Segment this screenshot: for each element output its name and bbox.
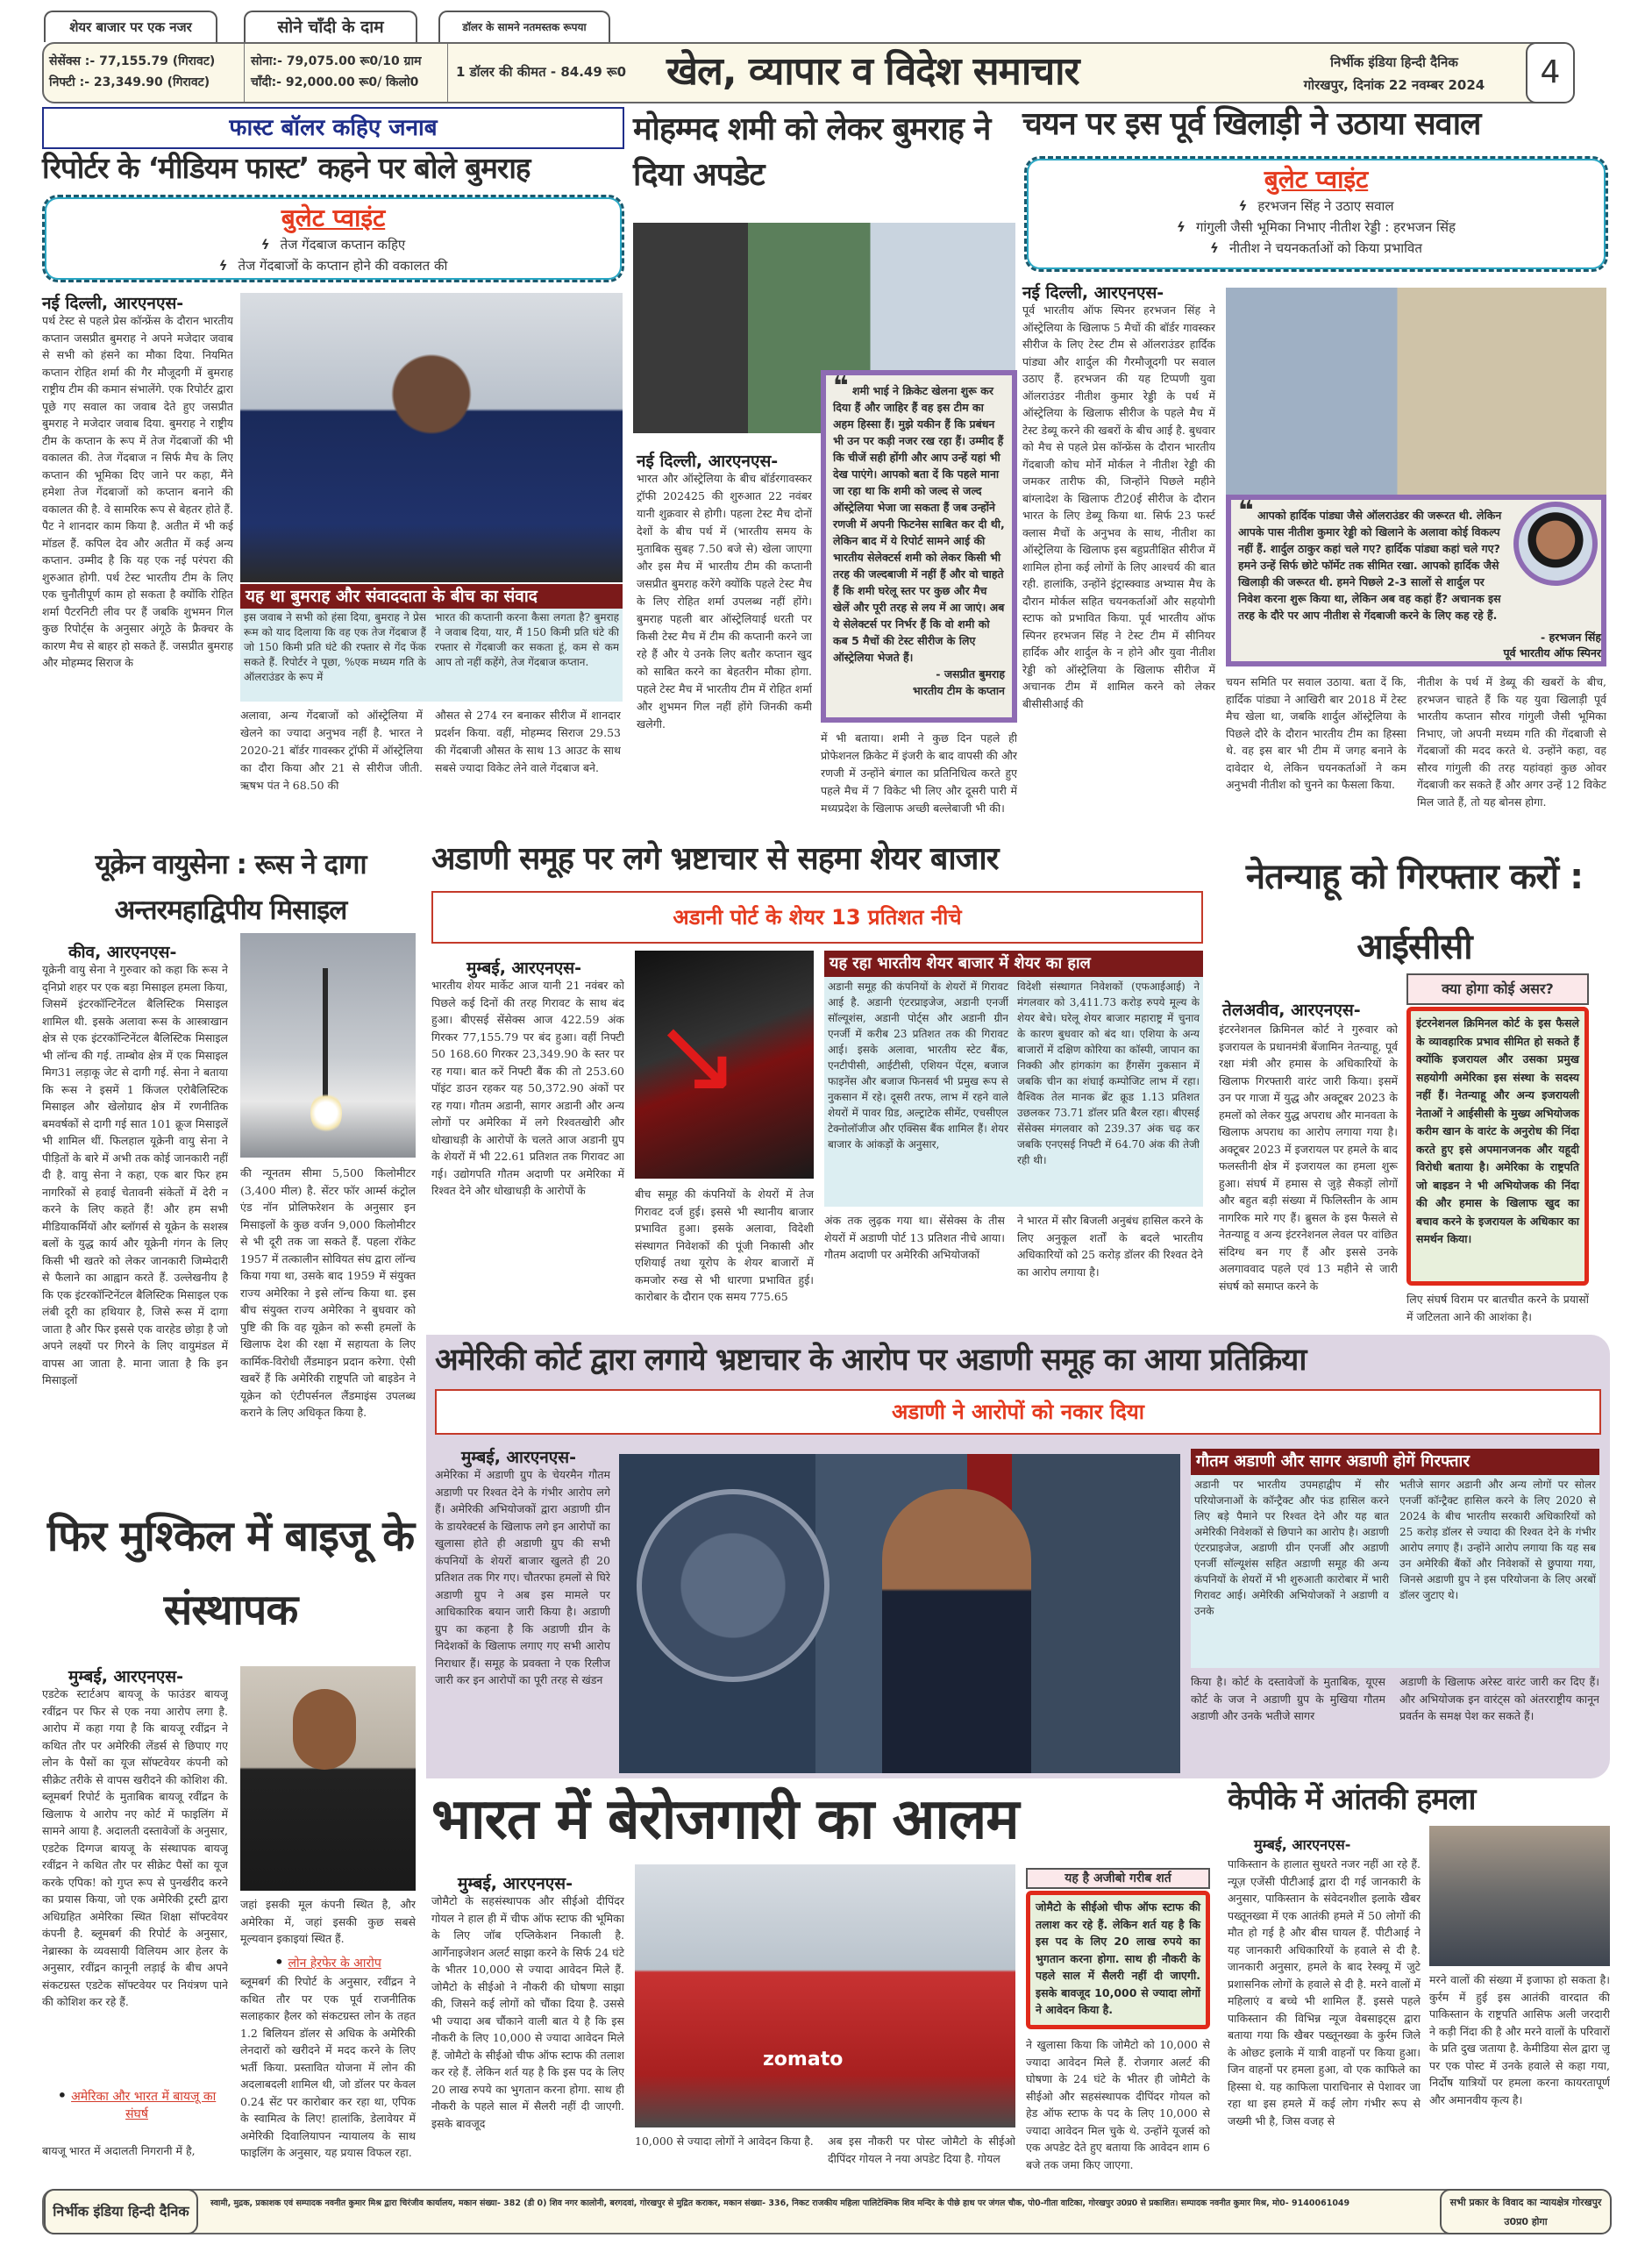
sidebar-title: क्या होगा कोई असर? [1406,973,1589,1005]
dateline: तेलअवीव, आरएनएस- [1222,1001,1361,1020]
headline: फिर मुश्किल में बाइजू के संस्थापक [46,1512,415,1635]
paper-info [1263,51,1526,96]
lightning-icon: ϟ [1210,240,1219,256]
story-adani-court [426,1335,1610,1778]
quote-author-role: भारतीय टीम के कप्तान [912,684,1005,697]
bullet-title: बुलेट प्वाइंट [281,203,386,232]
article-body: जोमैटो के सहसंस्थापक और सीईओ दीपिंदर गोयल ने हाल ही में चीफ ऑफ स्टाफ की भूमिका के लिए जॉब एप्लिकेशन निकाली है. आर्गेनाइजेशन अलर्ट साझा करने के सिर्फ 24 घंटे के भीतर 10,000 से ज्यादा आवेदन मिले हैं. जोमैटो के सीईओ ने नौकरी की घोषणा साझा की, जिसने कई लोगों को चौंका दिया है. उससे भी ज्यादा अब चौंकाने वाली बात ये है कि इस नौकरी के लिए 10,000 से ज्यादा आवेदन मिले हैं. जोमैटो के सीईओ चीफ ऑफ स्टाफ की तलाश कर रहे हैं. लेकिन शर्त यह है कि इस पद के लिए 20 लाख रुपये का भुगतान करना होगा. साथ ही नौकरी के पहले साल में सैलरी नहीं दी जाएगी. इसके बावजूद [431,1894,624,2130]
sensex-value: सेसेंक्स :- 77,155.79 (गिरावट) [49,54,216,68]
headline: मोहम्मद शमी को लेकर बुमराह ने दिया अपडेट [633,111,991,193]
icc-impact-box: इंटरनेशनल क्रिमिनल कोर्ट के इस फैसले के व्यावहारिक प्रभाव सीमित हो सकते हैं क्योंकि इजरायल और उसका प्रमुख सहयोगी अमेरिका इस संस्था के सदस्य नहीं हैं। नेतन्याहू और अन्य इजरायली नेताओं ने आईसीसी के मुख्य अभियोजक करीम खान के वारंट के अनुरोध की निंदा करते हुए इसे अपमानजनक और यहूदी विरोधी बताया है। अमेरिका के राष्ट्रपति जो बाइडन ने भी अभियोजक की निंदा की और हमास के खिलाफ खुद का बचाव करने के इजरायल के अधिकार का समर्थन किया। [1406,1007,1589,1286]
attack-scene-photo [1429,1826,1610,1966]
subhead-box: अडाणी ने आरोपों को नकार दिया [435,1389,1601,1435]
silver-price: चाँदी:- 92,000.00 रू0/ किलो0 [251,75,419,89]
article-body-continued: की न्यूनतम सीमा 5,500 किलोमीटर (3,400 मील) है. सेंटर फॉर आर्म्स कंट्रोल एंड नॉन प्रोलिफरेशन के अनुसार इन मिसाइलों के कुछ वर्जन 9,000 किलोमीटर से भी दूरी तक जा सकते हैं. पहला रॉकेट 1957 में तत्कालीन सोवियत संघ द्वारा लॉन्च किया गया था, उसके बाद 1959 में संयुक्त राज्य अमेरिका ने इसे लॉन्च किया था. इस बीच संयुक्त राज्य अमेरिका ने बुधवार को पुष्टि की कि वह यूक्रेन को रूसी हमलों के खिलाफ देश की रक्षा में सहायता के लिए कार्मिक-विरोधी लैंडमाइन प्रदान करेगा. ऐसी खबरें हैं कि अमेरिकी राष्ट्रपति जो बाइडेन ने यूक्रेन को एंटीपर्सनल लैंडमाइंस उपलब्ध कराने के लिए अधिकृत किया है. [240,1166,416,1419]
article-body-continued: में भी बताया। शमी ने कुछ दिन पहले ही प्रोफेशनल क्रिकेट में इंजरी के बाद वापसी की और रणजी में उन्होंने बंगाल का प्रतिनिधित्व करते हुए पहले मैच में 7 विकेट भी लिए और दूसरी पारी में मध्यप्रदेश के खिलाफ अच्छी बल्लेबाजी भी की। [821,731,1017,815]
dateline: मुम्बई, आरएनएस- [458,1874,573,1893]
article-body-continued: ने भारत में सौर बिजली अनुबंध हासिल करने के लिए अनुकूल शर्तों के बदले भारतीय अधिकारियों को 25 करोड़ डॉलर की रिश्वत देने का आरोप लगाया है। [1017,1214,1203,1279]
divider [244,44,245,102]
headline: अमेरिकी कोर्ट द्वारा लगाये भ्रष्टाचार के आरोप पर अडाणी समूह का आया प्रतिक्रिया [435,1343,1307,1378]
footer-paper-name: निर्भीक इंडिया हिन्दी दैनिक [44,2189,198,2234]
bullet-title: बुलेट प्वाइंट [1264,165,1369,194]
article-body-tail: 10,000 से ज्यादा लोगों ने आवेदन किया है. [635,2135,814,2148]
story-ukraine [42,842,419,1473]
article-body: इंटरनेशनल क्रिमिनल कोर्ट ने गुरुवार को इजरायल के प्रधानमंत्री बेंजामिन नेतन्याहू, पूर्व रक्षा मंत्री और हमास के अधिकारियों के खिलाफ गिरफ्तारी वारंट जारी किया। इसमें उन पर गाजा में युद्ध और अक्टूबर 2023 के हमलों को लेकर युद्ध अपराध और मानवता के खिलाफ अपराध का आरोप लगाया गया है। अक्टूबर 2023 में इजरायल पर हमले के बाद फलस्तीनी क्षेत्र में इजरायल का हमला शुरू हुआ। संघर्ष में हमास से जुड़े सैकड़ों लोगों और बहुत बड़ी संख्या में फिलिस्तीन के आम नागरिक मारे गए हैं। ब्रुसल के इस फैसले से नेतन्याहू व अन्य इंटरनेशनल लेवल पर वांछित संदिग्ध बन गए हैं और इससे उनके अलगाववाद पहले एवं 13 महीने से जारी संघर्ष को समाप्त करने के [1219,1023,1398,1293]
headline: अडाणी समूह पर लगे भ्रष्टाचार से सहमा शेयर बाजार [431,841,999,877]
article-body: एडटेक स्टार्टअप बायजू के फाउंडर बायजू रवींद्रन पर फिर से एक नया आरोप लगा है. आरोप में कहा गया है कि बायजू रवींद्रन ने कथित तौर पर अमेरिकी लेंडर्स से छिपाए गए लोन के पैसों का यूज सॉफ्टवेयर कंपनी को सीक्रेट तरीके से वापस खरीदने की कोशिश की. ब्लूमबर्ग रिपोर्ट के मुताबिक बायजू रवींद्रन के खिलाफ ये आरोप नए कोर्ट में फाइलिंग में सामने आया है. अदालती दस्तावेजों के अनुसार, एडटेक दिग्गज बायजू के संस्थापक बायजू रवींद्रन ने कथित तौर पर सीक्रेट पैसों का यूज करके एपिक! को गुप्त रूप से पुनर्खरीद करने का प्रयास किया, जो एक अमेरिकी ट्रस्टी द्वारा अधिग्रहित अमेरिका स्थित शिक्षा सॉफ्टवेयर कंपनी है. ब्लूमबर्ग की रिपोर्ट के अनुसार, नेब्रास्का के व्यवसायी विलियम आर हेलर के अनुसार, रवींद्रन कानूनी लड़ाई के बीच अपने संकटग्रस्त एडटेक सॉफ्टवेयर पर नियंत्रण पाने की कोशिश कर रहे हैं. [42,1687,228,2008]
adani-photo [619,1454,1180,1773]
loan-manipulation-link[interactable]: लोन हेरफेर के आरोप [288,1956,381,1971]
market-status-left: अडानी समूह की कंपनियों के शेयरों में गिरावट आई है. अडानी एंटरप्राइजेज, अडानी एनर्जी सॉल्यूशंस, अडानी पोर्ट्स और अडानी ग्रीन एनर्जी में करीब 23 प्रतिशत तक की गिरावट आई। इसके अलावा, भारतीय स्टेट बैंक, एनटीपीसी, आईटीसी, एशियन पेंट्स, बजाज फाइनेंस और बजाज फिनसर्व भी प्रमुख रूप से नुकसान में रहे। दूसरी तरफ, लाभ में रहने वाले शेयरों में पावर ग्रिड, अल्ट्राटेक सीमेंट, एचसीएल टेक्नोलॉजीज और एक्सिस बैंक शामिल हैं। शेयर बाजार के आंकड़ों के अनुसार, [828,980,1008,1151]
paper-name: निर्भीक इंडिया हिन्दी दैनिक [1330,54,1458,70]
quote-attribution [1435,630,1601,661]
subhead-box: अडानी पोर्ट के शेयर 13 प्रतिशत नीचे [431,891,1203,944]
bumrah-quote-box: ❝ शमी भाई ने क्रिकेट खेलना शुरू कर दिया हैं और जाहिर हैं वह इस टीम का अहम हिस्सा हैं। मुझे यकीन हैं कि प्रबंधन भी उन पर कड़ी नजर रख रहा हैं। उम्मीद हैं कि चीजें सही होंगी और आप उन्हें यहां भी देख पाएंगे। आपको बता दें कि पहले माना जा रहा था कि शमी को जल्द से जल्द ऑस्ट्रेलिया भेजा जा सकता हैं जब उन्होंने रणजी में अपनी फिटनेस साबित कर दी थी, लेकिन बाद में ये रिपोर्ट सामने आई की भारतीय सेलेक्टर्स शमी को लेकर किसी भी तरह की जल्दबाजी में नहीं हैं और वो चाहते हैं कि शमी घरेलू स्तर पर कुछ और मैच खेलें और पूरी तरह से लय में आ जाएं। अब ये सेलेक्टर्स पर निर्भर हैं कि वो शमी को कब 5 मैचों की टेस्ट सीरीज के लिए ऑस्ट्रेलिया भेजते हैं। - जसप्रीत बुमराह भारतीय टीम के कप्तान [821,370,1017,723]
headline: चयन पर इस पूर्व खिलाड़ी ने उठाया सवाल [1022,106,1481,142]
bullet-dot-icon: • [57,2087,67,2104]
conversation-box [240,609,623,702]
article-body-continued: मरने वालों की संख्या में इजाफा हो सकता है। कुर्रम में हुई इस आतंकी वारदात की पाकिस्तान के राष्ट्रपति आसिफ अली जरदारी ने कड़ी निंदा की है और मरने वालों के परिवारों के प्रति दुख जताया है. केमीडिया सेल द्वारा ज़ू पर एक पोस्ट में उनके हवाले से कहा गया, निर्दोष यात्रियों पर हमला करना कायरतापूर्ण और अमानवीय कृत्य है। [1429,1973,1610,2106]
article-body: पर्थ टेस्ट से पहले प्रेस कॉन्फ्रेंस के दौरान भारतीय कप्तान जसप्रीत बुमराह ने अपने मजेदार जवाब से सभी को हंसने का मौका दिया. नियमित कप्तान रोहित शर्मा की गैर मौजूदगी में बुमराह राष्ट्रीय टीम की कमान संभालेंगे. एक रिपोर्टर द्वारा पूछे गए सवाल का जवाब देते हुए जसप्रीत बुमराह ने मजेदार जवाब दिया. बुमराह ने राष्ट्रीय टीम के कप्तान के रूप में तेज गेंदबाजों की भी वकालत की. तेज गेंदबाज न सिर्फ मैच के लिए कप्तान की भूमिका दिए जाने पर कहा, मैंने हमेशा तेज गेंदबाजों को कप्तान बनाने की वकालत की है. वे सामरिक रूप से बेहतर होते हैं. पैट ने शानदार काम किया है. अतीत में भी कई मॉडल हैं. कपिल देव और अतीत में कई अन्य कप्तान. उम्मीद है कि यह एक नई परंपरा की शुरुआत होगी. पर्थ टेस्ट भारतीय टीम के लिए एक चुनौतीपूर्ण काम हो सकता है क्योंकि रोहित शर्मा पैटरनिटी लीव पर हैं जबकि शुभमन गिल कुछ रिपोर्ट्स के अनुसार अंगूठे के फ्रैक्चर के कारण मैच से बाहर हो सकते हैं. जसप्रीत बुमराह और मोहम्मद सिराज के [42,314,233,669]
zomato-delivery-photo [635,1864,1015,2127]
bullet-dot-icon: • [274,1954,284,1971]
headline: रिपोर्टर के ‘मीडियम फास्ट’ कहने पर बोले बुमराह [42,151,530,185]
article-body-continued: लिए संघर्ष विराम पर बातचीत करने के प्रयासों में जटिलता आने की आशंका है। [1406,1293,1589,1323]
missile-photo [240,933,416,1158]
ticker-bar [42,42,1573,103]
article-body: पाकिस्तान के हालात सुधरते नजर नहीं आ रहे हैं. न्यूज़ एजेंसी पीटीआई द्वारा दी गई जानकारी के अनुसार, पाकिस्तान के संवेदनशील इलाके खैबर पख्तूनख्वा में एक आतंकी हमले में 50 लोगों की मौत हो गई है और बीस घायल हैं. पीटीआई ने यह जानकारी अधिकारियों के हवाले से दी है. जानकारी अनुसार, हमले के बाद रेस्क्यू में जुटे प्रशासनिक लोगों के हवाले से दी है. मरने वालों में महिलाएं व बच्चे भी शामिल हैं. इससे पहले पाकिस्तान की विभिन्न न्यूज वेबसाइट्स द्वारा बताया गया कि खैबर पख्तूनख्वा के कुर्रम जिले के ओछट इलाके में यात्री वाहनों पर किया हुआ। जिन वाहनों पर हमला हुआ, वो एक काफिले का हिस्सा थे. यह काफिला पाराचिनार से पेशावर जा रहा था इस हमले में कई लोग गंभीर रूप से जख्मी भी है, जिस वजह से [1228,1857,1421,2127]
story-harbhajan [1022,107,1610,835]
story-bumrah [42,107,630,835]
conversation-bar: यह था बुमराह और संवाददाता के बीच का संवाद [240,584,623,609]
nifty-value: निफ्टी :- 23,349.90 (गिरावट) [49,75,210,89]
missile-shape [323,968,328,1100]
metal-prices [251,51,444,93]
bullet-item: ϟ तेज गेंदबाजों के कप्तान होने की वकालत की [218,258,448,274]
conversation-right: भारत की कप्तानी करना कैसा लगता है? बुमराह ने जवाब दिया, यार, मैं 150 किमी प्रति घंटे की रफ्तार से गेंदबाजी कर सकता हूं, कम से कम आप तो नहीं कहेंगे, तेज गेंदबाज कप्तान. [435,611,619,668]
article-body-continued: नीतीश के पर्थ में डेब्यू की खबरों के बीच, हरभजन चाहते हैं कि यह युवा खिलाड़ी पूर्व भारतीय कप्तान सौरव गांगुली जैसी भूमिका निभाए, जो अपनी मध्यम गति की गेंदबाजी से गेंदबाजों की मदद करते थे. उन्होंने कहा, वह सौरव गांगुली की तरह यहांवहां कुछ ओवर गेंदबाजी कर सकते हैं और अगर उन्हें 12 विकेट मिल जाते हैं, तो यह बोनस होगा. [1417,675,1606,809]
market-status-bar: यह रहा भारतीय शेयर बाजार में शेयर का हाल [824,951,1203,977]
article-body-continued: जहां इसकी मूल कंपनी स्थित है, और अमेरिका में, जहां इसकी कुछ सबसे मूल्यवान इकाइयां स्थित हैं. [240,1898,416,1945]
face [293,1689,356,1770]
lightning-icon: ϟ [218,258,228,274]
arrest-box [1191,1475,1599,1668]
headline: केपीके में आंतकी हमला [1228,1782,1476,1817]
us-india-link-item[interactable] [46,2087,228,2122]
bullet-points-box [42,195,624,282]
story-byju [42,1491,419,2175]
story-unemployment [431,1780,1221,2175]
dateline: नई दिल्ली, आरएनएस- [1022,283,1164,303]
article-body: अमेरिका में अडाणी ग्रुप के चेयरमैन गौतम अडाणी पर रिश्वत देने के गंभीर आरोप लगे हैं। अमेरिकी अभियोजकों द्वारा अडाणी ग्रीन के डायरेक्टर्स के खिलाफ लगे इन आरोपों का खुलासा होते ही अडाणी ग्रुप की सभी कंपनियों के शेयरों बाजार खुलते ही 20 प्रतिशत तक गिर गए। चौतरफा हमलों से घिरे अडाणी ग्रुप ने अब इस मामले पर आधिकारिक बयान जारी किया है। अडाणी ग्रुप का कहना है कि अडाणी ग्रीन के निदेशकों के खिलाफ लगाए गए सभी आरोप निराधार हैं। समूह के प्रवक्ता ने एक रिलीज जारी कर इन आरोपों का पूरी तरह से खंडन [435,1468,610,1686]
story-shami [633,107,1019,835]
article-body: भारतीय शेयर मार्केट आज यानी 21 नवंबर को पिछले कई दिनों की तरह गिरावट के साथ बंद हुआ। बीएसई सेंसेक्स आज 422.59 अंक गिरकर 77,155.79 पर बंद हुआ। वहीं निफ्टी 50 168.60 गिरकर 23,349.90 के स्तर पर रह गया। बात करें निफ्टी बैंक की तो 253.60 पॉइंट डाउन रहकर यह 50,372.90 अंकों पर रह गया। गौतम अडानी, सागर अडानी और अन्य लोगों पर अमेरिका में लगे रिश्वतखोरी और धोखाधड़ी के आरोपों के चलते आज अडानी ग्रुप के शेयरों में भी 22.61 प्रतिशत तक गिरावट आ गई। उद्योगपति गौतम अदाणी पर अमेरिका में रिश्वत देने और धोखाधड़ी के आरोपों के [431,979,624,1197]
quote-icon: ❝ [833,371,849,402]
lightning-icon: ϟ [1177,219,1186,235]
quote-icon: ❝ [1238,495,1254,526]
harbhajan-avatar [1513,502,1598,586]
dateline: नई दिल्ली, आरएनएस- [637,452,779,471]
article-body: यूक्रेनी वायु सेना ने गुरुवार को कहा कि रूस ने द्निप्रो शहर पर एक बड़ा मिसाइल हमला किया, जिसमें इंटरकॉन्टिनेंटल बैलिस्टिक मिसाइल शामिल थी. इसके अलावा रूस के आस्त्राखान क्षेत्र से एक इंटरकॉन्टिनेंटल बैलिस्टिक मिसाइल भी लॉन्च की गई. ताम्बोव क्षेत्र में एक मिसाइल मिग31 लड़ाकू जेट से दागी गई. सेना ने बताया कि रूस ने इसमें 1 किंजल एरोबैलिस्टिक मिसाइल और खेलोग्राद क्षेत्र में रणनीतिक बमवर्षकों से दागी गई सात 101 क्रूज मिसाइलें भी शामिल थीं. फिलहाल यूक्रेनी वायु सेना ने पीड़ितों के बारे में अभी तक कोई जानकारी नहीं दी है. वायु सेना ने कहा, एक बार फिर हम नागरिकों से हवाई चेतावनी संकेतों में देरी न करने के लिए कहते हैं! और हम सभी मीडियाकर्मियों और ब्लॉगर्स से यूक्रेन के सशस्त्र बलों के युद्ध कार्य और यूक्रेनी गंगन के लिए किसी भी खतरे को लेकर जानकारी जिम्मेदारी से फैलाने का आह्वान करते हैं. उल्लेखनीय है कि एक इंटरकॉन्टिनेंटल बैलिस्टिक मिसाइल एक लंबी दूरी का हथियार है, जिसे रूस में दागा जाता है और फिर इससे एक वारहेड छोड़ा है जो अपने लक्ष्यों पर गिरने के लिए वायुमंडल में वापस आ जाता है. माना जाता है कि इन मिसाइलों [42,963,228,1386]
article-body-continued: अंक तक लुढ़क गया था। सेंसेक्स के तीस शेयरों में अडाणी पोर्ट 13 प्रतिशत नीचे आया। गौतम अदाणी पर अमेरिकी अभियोजकों [824,1214,1005,1261]
harbhajan-photo [1226,288,1606,495]
tab-gold-silver: सोने चाँदी के दाम [244,11,417,42]
bullet-points-box [1024,156,1608,272]
dateline: नई दिल्ली, आरएनएस- [42,294,184,313]
headline: भारत में बेरोजगारी का आलम [431,1786,1019,1852]
dateline: मुम्बई, आरएनएस- [461,1448,577,1467]
kicker-box: फास्ट बॉलर कहिए जनाब [42,107,624,149]
market-status-box [824,977,1203,1207]
article-body-continued: औसत से 274 रन बनाकर सीरीज में शानदार प्रदर्शन किया. वहीं, मोहम्मद सिराज 29.53 की गेंदबाजी औसत के साथ 13 आउट के साथ सबसे ज्यादा विकेट लेने वाले गेंदबाज बने. [435,709,621,774]
fbi-seal [637,1489,830,1682]
bullet-item: ϟ गांगुली जैसी भूमिका निभाए नीतीश रेड्डी : हरभजन सिंह [1177,219,1456,235]
dollar-rate: 1 डॉलर की कीमत - 84.49 रू0 [456,64,627,80]
arrest-right: भतीजे सागर अडानी और अन्य लोगों पर सोलर एनर्जी कॉन्ट्रैक्ट हासिल करने के लिए 2020 से 2024 के बीच भारतीय सरकारी अधिकारियों को 25 करोड़ डॉलर से ज्यादा की रिश्वत देने के गंभीर आरोप लगाए हैं। उन्होंने आरोप लगाया कि यह सब उन अमेरिकी बैंकों और निवेशकों से छुपाया गया, जिनसे अडाणी ग्रुप ने इस परियोजना के लिए अरबों डॉलर जुटाए थे। [1399,1479,1596,1601]
article-body-continued: चयन समिति पर सवाल उठाया. बता दें कि, हार्दिक पांड्या ने आखिरी बार 2018 में टेस्ट मैच खेला था, जबकि शार्दुल ऑस्ट्रेलिया के पिछले दौरे के दौरान भारतीय टीम का हिस्सा थे. वह इस बार भी टीम में जगह बनाने के दावेदार थे, लेकिन चयनकर्ताओं ने कम अनुभवी नीतीश को चुनने का फैसला किया. [1226,675,1406,791]
dateline: कीव, आरएनएस- [68,943,177,962]
article-body-continued: किया है। कोर्ट के दस्तावेजों के मुताबिक, यूएस कोर्ट के जज ने अडाणी ग्रुप के मुखिया गौतम अडाणी और उनके भतीजे सागर [1191,1675,1385,1722]
headline: नेतन्याहू को गिरफ्तार करों : आईसीसी [1245,857,1584,967]
bumrah-press-photo [240,293,623,582]
page-number-box: 4 [1526,42,1575,103]
byju-raveendran-photo [240,1666,416,1891]
bullet-item: ϟ हरभजन सिंह ने उठाए सवाल [1238,198,1394,214]
issue-date: गोरखपुर, दिनांक 22 नवम्बर 2024 [1303,77,1485,93]
adani-figure [882,1489,1031,1773]
arrest-left: अडानी पर भारतीय उपमहाद्वीप में सौर परियोजनाओं के कॉन्ट्रैक्ट और फंड हासिल करने लिए बड़े पैमाने पर रिश्वत देने और यह बात अमेरिकी निवेशकों से छिपाने का आरोप है। अडाणी एंटरप्राइजेज, अडाणी ग्रीन एनर्जी और अडाणी एनर्जी सॉल्यूशंस सहित अडाणी समूह की अन्य कंपनियों के शेयरों में भी शुरुआती कारोबार में भारी गिरावट आई। अमेरिकी अभियोजकों ने अडाणी व उनके [1194,1479,1389,1617]
arrest-bar: गौतम अडाणी और सागर अडाणी होगें गिरफ्तार [1191,1449,1599,1475]
quote-author: - जसप्रीत बुमराह [936,667,1005,681]
missile-flame [310,1091,342,1135]
article-body: पूर्व भारतीय ऑफ स्पिनर हरभजन सिंह ने ऑस्ट्रेलिया के खिलाफ 5 मैचों की बॉर्डर गावस्कर सीरीज के लिए टेस्ट टीम से ऑलराउंडर हार्दिक पांड्या और शार्दुल की गैरमौजूदगी पर सवाल उठाए हैं. हरभजन की यह टिप्पणी युवा ऑलराउंडर नीतीश कुमार रेड्डी के पर्थ में ऑस्ट्रेलिया के खिलाफ सीरीज के पहले मैच में टेस्ट डेब्यू करने की खबरों के बीच आई है. बुधवार को मैच से पहले प्रेस कॉन्फ्रेंस के दौरान भारतीय गेंदबाजी कोच मोर्ने मोर्कल ने नीतीश रेड्डी की जमकर तारीफ की, जिन्होंने पिछले महीने बांग्लादेश के खिलाफ टी20ई सीरीज के दौरान भारत के लिए डेब्यू किया था. सिर्फ 23 फर्स्ट क्लास मैचों के अनुभव के साथ, नीतीश का ऑस्ट्रेलिया के खिलाफ इस बहुप्रतीक्षित सीरीज में शामिल होना कई लोगों के लिए आश्चर्य की बात रही. हालांकि, उन्होंने इंट्रास्क्वाड अभ्यास मैच के दौरान मोर्कल सहित चयनकर्ताओं और सहयोगी स्टाफ को प्रभावित किया. पूर्व भारतीय ऑफ स्पिनर हरभजन सिंह ने टेस्ट टीम में सीनियर हार्दिक और शार्दुल के न होने और युवा नीतीश रेड्डी को ऑस्ट्रेलिया के खिलाफ सीरीज में अचानक टीम में शामिल करने को लेकर बीसीसीआई की [1022,303,1215,710]
dateline: मुम्बई, आरएनएस- [1254,1836,1351,1853]
masthead [0,0,1652,98]
harbhajan-quote-box: ❝ आपको हार्दिक पांड्या जैसे ऑलराउंडर की जरूरत थी. लेकिन आपके पास नीतीश कुमार रेड्डी को खिलाने के अलावा कोई विकल्प नहीं हैं. शार्दुल ठाकुर कहां चले गए? हार्दिक पांड्या कहां चले गए? हमने उन्हें सिर्फ छोटे फॉर्मेट तक सीमित रखा. आपको हार्दिक जैसे खिलाड़ी की जरूरत थी. हमने पिछले 2-3 सालों से शार्दुल पर निवेश करना शुरू किया था, लेकिन अब वह कहां हैं? अचानक इस तरह के दौरे पर आप नीतीश से गेंदबाजी करने के लिए कह रहे हैं. [1226,495,1606,666]
downtrend-arrow-icon: ↘ [652,994,741,1116]
lightning-icon: ϟ [1238,198,1248,214]
story-netanyahu [1219,842,1610,1333]
gold-price: सोना:- 79,075.00 रू0/10 ग्राम [251,54,422,68]
us-india-struggle-link[interactable]: अमेरिका और भारत में बायजू का संघर्ष [71,2090,217,2121]
bullet-item: ϟ तेज गेंदबाज कप्तान कहिए [260,237,406,253]
quote-author: - हरभजन सिंह [1541,631,1601,644]
tab-share-market: शेयर बाजार पर एक नजर [44,11,217,42]
market-status-right: विदेशी संस्थागत निवेशकों (एफआईआई) ने मंगलवार को 3,411.73 करोड़ रुपये मूल्य के शेयर बेचे। घरेलू शेयर बाजार महाराष्ट्र में चुनाव के कारण बुधवार को बंद था। एशिया के अन्य बाजारों में दक्षिण कोरिया का कॉस्पी, जापान का निक्की और हांगकांग का हैंगसेंग नुकसान में जबकि चीन का शंघाई कम्पोजिट लाभ में रहा। वैश्विक तेल मानक ब्रेंट क्रूड 1.13 प्रतिशत उछलकर 73.71 डॉलर प्रति बैरल रहा। बीएसई सेंसेक्स मंगलवार को 239.37 अंक चढ़ कर जबकि एनएसई निफ्टी में 64.70 अंक की तेजी रही थी। [1017,980,1200,1166]
footer-jurisdiction: सभी प्रकार के विवाद का न्यायक्षेत्र गोरखपुर उ0प्र0 होगा [1440,2189,1612,2234]
article-body-tail: बायजू भारत में अदालती निगरानी में है, [42,2144,196,2157]
bullet-item: ϟ नीतीश ने चयनकर्ताओं को किया प्रभावित [1210,240,1422,256]
divider [447,44,448,102]
article-body-continued: अलावा, अन्य गेंदबाजों को ऑस्ट्रेलिया में खेलने का ज्यादा अनुभव नहीं है. भारत ने 2020-21 बॉर्डर गावस्कर ट्रॉफी में ऑस्ट्रेलिया का दौरा किया और 21 से सीरीज जीती. ऋषभ पंत ने 68.50 की [240,709,423,792]
article-body-continued: ने खुलासा किया कि जोमैटो को 10,000 से ज्यादा आवेदन मिले हैं. रोजगार अलर्ट की घोषणा के 24 घंटे के भीतर ही जोमैटो के सीईओ और सहसंस्थापक दीपिंदर गोयल को हेड ऑफ स्टाफ के पद के लिए 10,000 से ज्यादा आवेदन मिल चुके थे. उन्होंने यूजर्स को एक अपडेट देते हुए बताया कि आवेदन शाम 6 बजे तक जमा किए जाएगा. [1026,2038,1210,2171]
footer-imprint: स्वामी, मुद्रक, प्रकाशक एवं सम्पादक नवनीत कुमार मिश्र द्वारा चिरंजीव कार्यालय, मकान संख्या- 382 (डी 0) शिव नगर कालोनी, बरगदवां, गोरखपुर से मुद्रित कराकर, मकान संख्या- 336, निकट राजकीय महिला पालिटेक्निक शिव मन्दिर के पीछे हाथ पर जंगल चौक, पो0-गीता वाटिका, गोरखपुर उ0प्र0 से प्रकाशित। सम्पादक नवनीत कुमार मिश्र, मो0- 9140061049 [210,2199,1350,2208]
footer [42,2189,1610,2234]
conversation-left: इस जवाब ने सभी को हंसा दिया, बुमराह ने प्रेस रूम को याद दिलाया कि वह एक तेज गेंदबाज हैं जो 150 किमी प्रति घंटे की रफ्तार से गेंद फेंक सकते हैं. रिपोर्टर ने पूछा, %एक मध्यम गति के ऑलराउंडर के रूप में [244,611,426,683]
lightning-icon: ϟ [260,237,270,253]
loan-link-item[interactable] [240,1954,416,1971]
headline: यूक्रेन वायुसेना : रूस ने दागा अन्तरमहाद्विपीय मिसाइल [95,849,367,926]
dateline: मुम्बई, आरएनएस- [68,1667,184,1686]
tab-dollar-rupee: डॉलर के सामने नतमस्तक रूपया [438,11,610,42]
story-kpk [1228,1780,1610,2175]
photo-caption: अब इस नौकरी पर पोस्ट जोमैटो के सीईओ दीपिंदर गोयल ने नया अपडेट दिया है. गोयल [828,2135,1015,2165]
article-body-continued: ब्लूमबर्ग की रिपोर्ट के अनुसार, रवींद्रन ने कथित तौर पर एक पूर्व राजनीतिक सलाहकार हैलर को संकटग्रस्त लोन के तहत 1.2 बिलियन डॉलर से अधिक के अमेरिकी लेनदारों को खरीदने में मदद करने के लिए भर्ती किया. प्रस्तावित योजना में लोन की अदलाबदली शामिल थी, जो डॉलर पर केवल 0.24 सेंट पर कारोबार कर रहा था, एपिक के स्वामित्व के लिए! हालांकि, डेलावेयर में अमेरिकी दिवालियापन न्यायालय के साथ फाइलिंग के अनुसार, यह प्रयास विफल रहा. [240,1975,416,2159]
sidebar-title: यह है अजीबो गरीब शर्त [1026,1868,1210,1889]
zomato-logo: zomato [763,2049,844,2070]
quote-author-role: पूर्व भारतीय ऑफ स्पिनर [1503,646,1601,659]
article-body-continued: अडाणी के खिलाफ अरेस्ट वारंट जारी कर दिए हैं। और अभियोजक इन वारंट्स को अंतरराष्ट्रीय कानून प्रवर्तन के समक्ष पेश कर सकते हैं। [1399,1675,1599,1722]
article-body-continued: बीच समूह की कंपनियों के शेयरों में तेज गिरावट दर्ज हुई। इससे भी स्थानीय बाजार प्रभावित हुआ। इसके अलावा, विदेशी संस्थागत निवेशकों की पूंजी निकासी और एशियाई तथा यूरोप के शेयर बाजारों में कमजोर रुख से भी धारणा प्रभावित हुई। कारोबार के दौरान एक समय 775.65 [635,1187,814,1303]
story-adani-market [431,842,1221,1333]
article-body: भारत और ऑस्ट्रेलिया के बीच बॉर्डरगावस्कर ट्रॉफी 202425 की शुरुआत 22 नवंबर यानी शुक्रवार से होगी। पहला टेस्ट मैच दोनों देशों के बीच पर्थ में (भारतीय समय के मुताबिक सुबह 7.50 बजे से) खेला जाएगा और इस मैच में भारतीय टीम की कप्तानी जसप्रीत बुमराह करेंगे क्योंकि पहले टेस्ट मैच के लिए रोहित शर्मा उपलब्ध नहीं होंगे। बुमराह पहली बार ऑस्ट्रेलियाई धरती पर किसी टेस्ट मैच में टीम की कप्तानी करने जा रहे हैं और ये उनके लिए बतौर कप्तान खुद को साबित करने का बेहतरीन मौका होगा. पहले टेस्ट मैच में भारतीय टीम में रोहित शर्मा और शुभमन गिल नहीं होंगे जिनकी कमी खलेगी. [637,472,812,731]
section-title: खेल, व्यापार व विदेश समाचार [666,49,1079,94]
market-summary [49,51,242,93]
strange-condition-box: जोमैटो के सीईओ चीफ ऑफ स्टाफ की तलाश कर रहे हैं. लेकिन शर्त यह है कि इस पद के लिए 20 लाख रुपये का भुगतान करना होगा. साथ ही नौकरी के पहले साल में सैलरी नहीं दी जाएगी. इसके बावजूद 10,000 से ज्यादा लोगों ने आवेदन किया है. [1026,1891,1210,2029]
stock-crash-photo [635,951,814,1179]
dateline: मुम्बई, आरएनएस- [466,959,582,978]
